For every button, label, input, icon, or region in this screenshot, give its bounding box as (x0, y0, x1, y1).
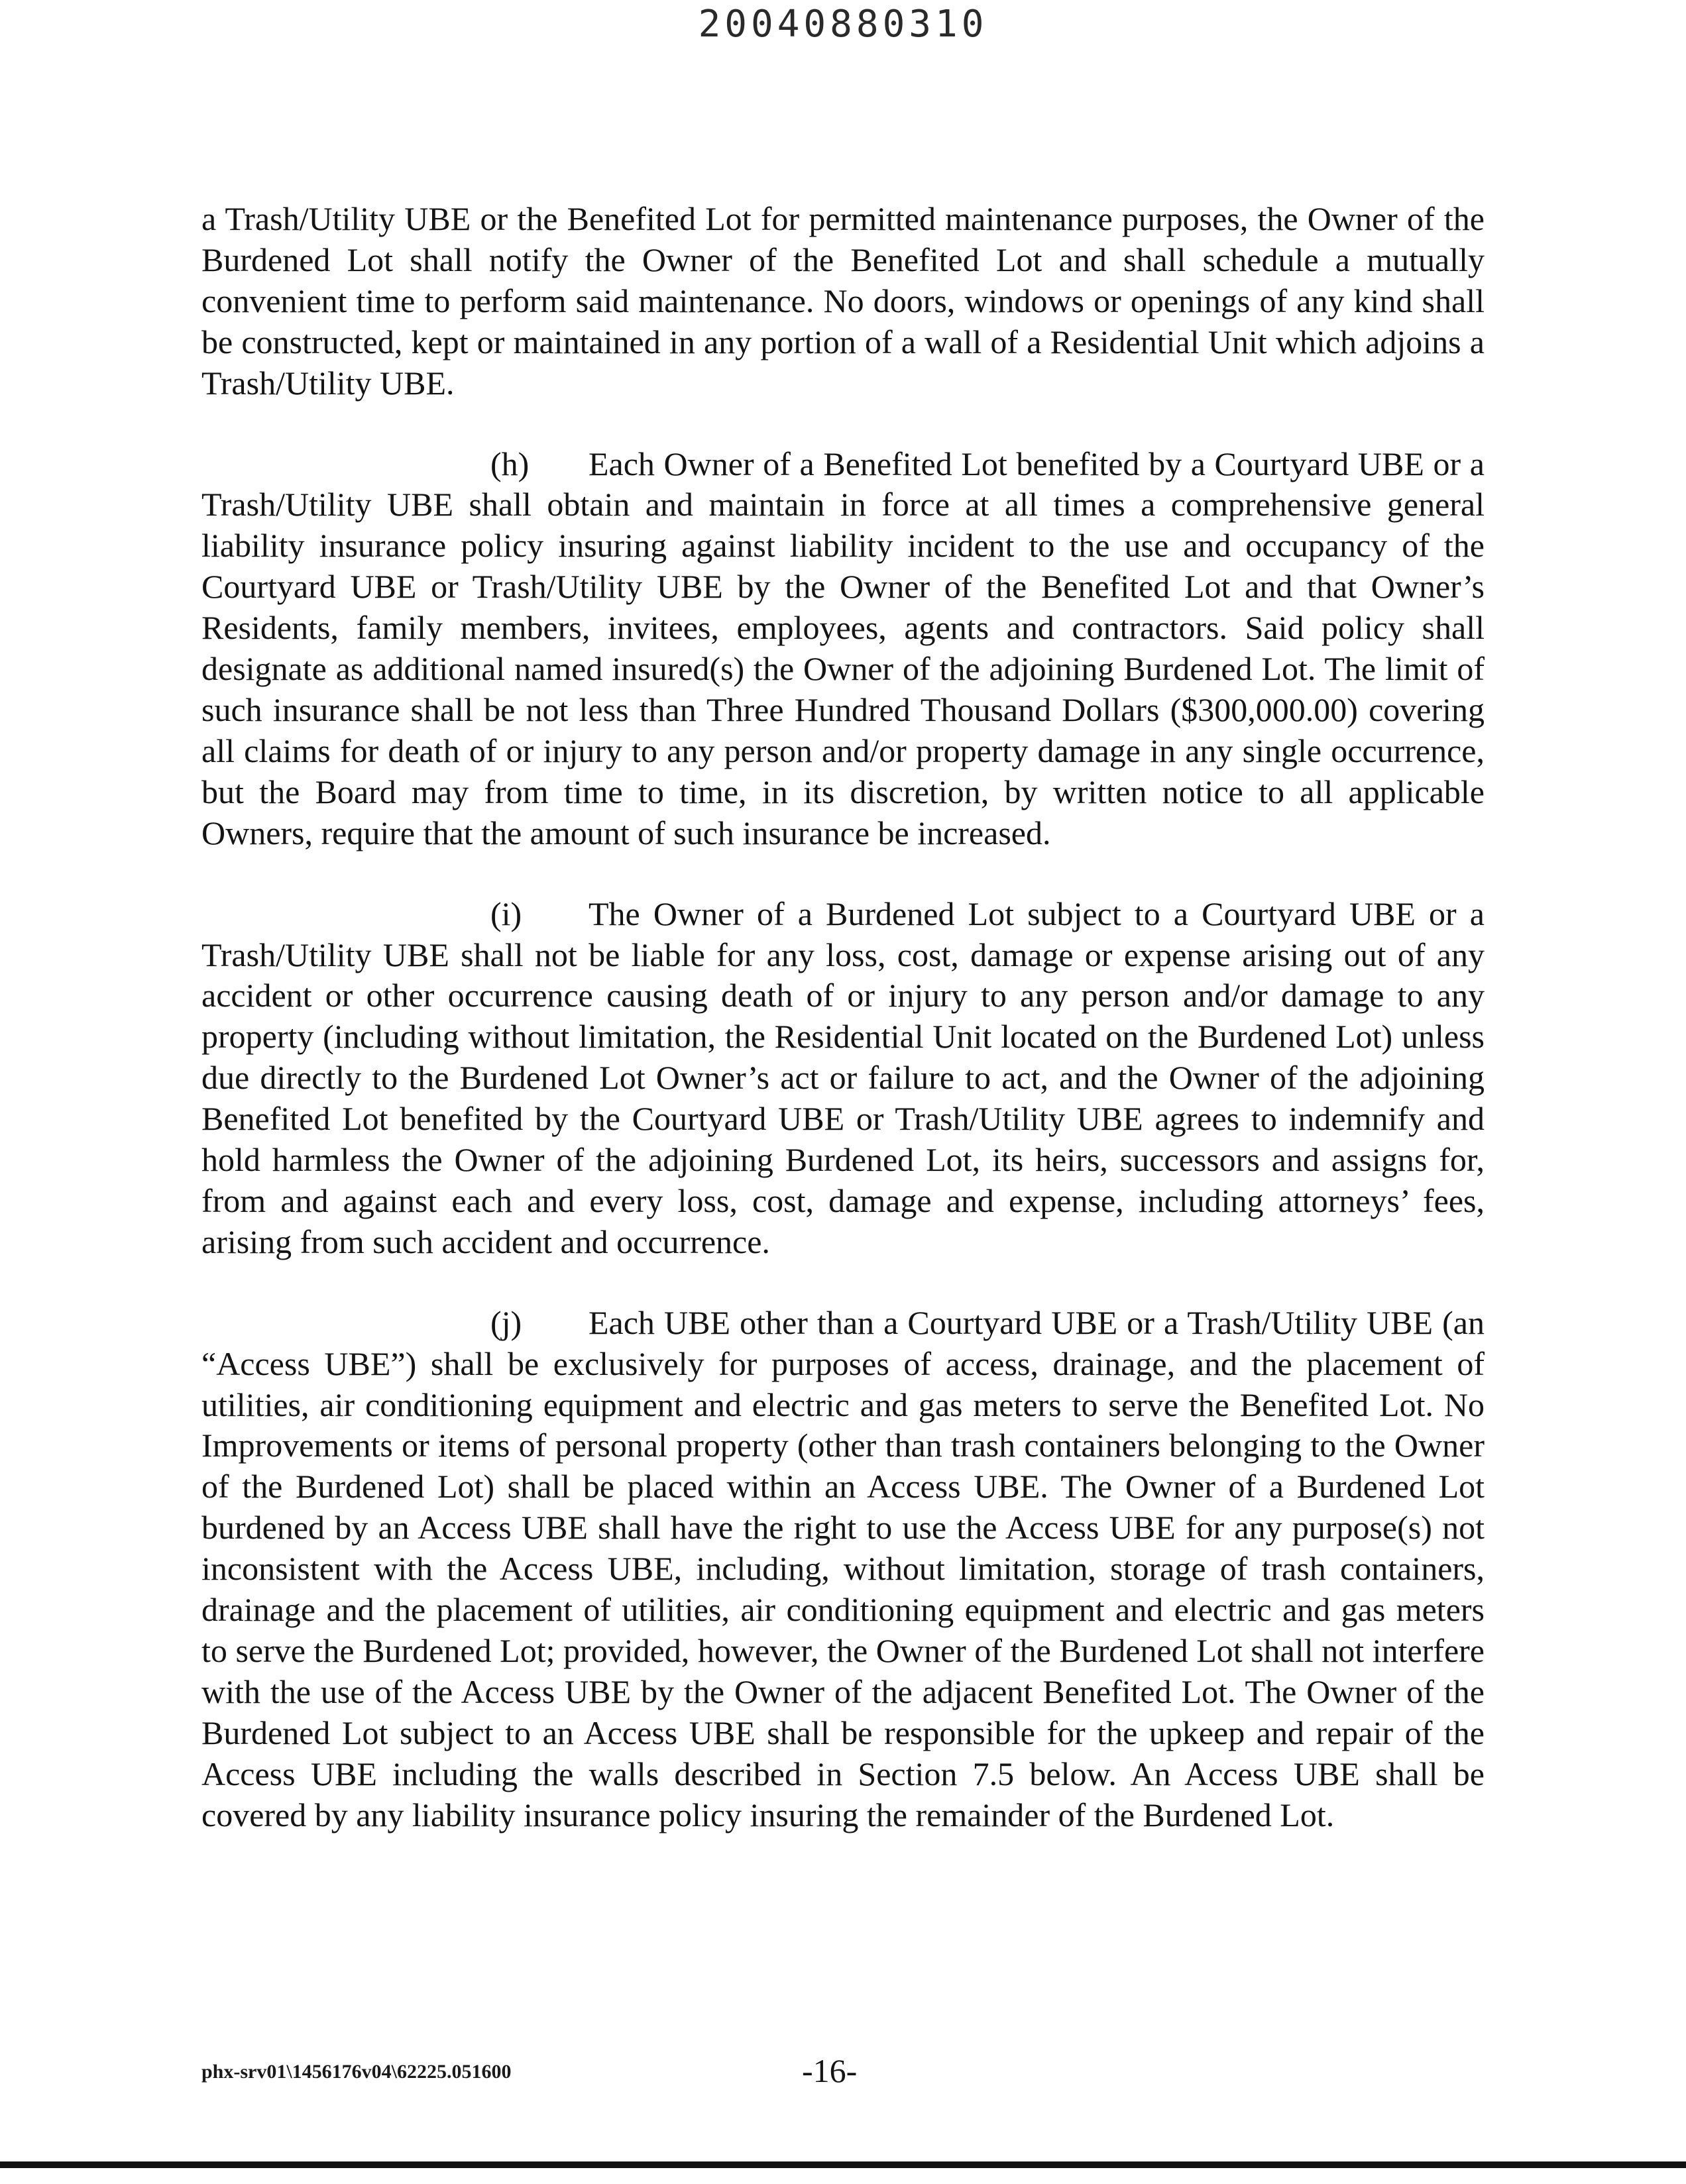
document-body (201, 199, 1485, 1836)
paragraph-text: a Trash/Utility UBE or the Benefited Lot for permitted maintenance purposes, the Owner of the Burdened Lot shall notify the Owner of the Benefited Lot and shall schedule a mutually convenient time to perform said maintenance. No doors, windows or openings of any kind shall be constructed, kept or maintained in any portion of a wall of a Residential Unit which adjoins a Trash/Utility UBE. (201, 200, 1485, 402)
bottom-border-rule (0, 2161, 1686, 2168)
paragraph-continuation (201, 199, 1485, 404)
paragraph-text: Each Owner of a Benefited Lot benefited by a Courtyard UBE or a Trash/Utility UBE shall obtain and maintain in force at all times a comprehensive general liability insurance policy insuring against liability incident to the use and occupancy of the Courtyard UBE or Trash/Utility UBE by the Owner of the Benefited Lot and that Owner’s Residents, family members, invitees, employees, agents and contractors. Said policy shall designate as additional named insured(s) the Owner of the adjoining Burdened Lot. The limit of such insurance shall be not less than Three Hundred Thousand Dollars ($300,000.00) covering all claims for death of or injury to any person and/or property damage in any single occurrence, but the Board may from time to time, in its discretion, by written notice to all applicable Owners, require that the amount of such insurance be increased. (201, 445, 1485, 851)
paragraph-text: The Owner of a Burdened Lot subject to a Courtyard UBE or a Trash/Utility UBE shall not be liable for any loss, cost, damage or expense arising out of any accident or other occurrence causing death of or injury to any person and/or damage to any property (including without limitation, the Residential Unit located on the Burdened Lot) unless due directly to the Burdened Lot Owner’s act or failure to act, and the Owner of the adjoining Benefited Lot benefited by the Courtyard UBE or Trash/Utility UBE agrees to indemnify and hold harmless the Owner of the adjoining Burdened Lot, its heirs, successors and assigns for, from and against each and every loss, cost, damage and expense, including attorneys’ fees, arising from such accident and occurrence. (201, 895, 1485, 1260)
page-number: -16- (802, 2052, 858, 2089)
paragraph-label: (h) (490, 445, 530, 482)
paragraph-j (201, 1303, 1485, 1836)
paragraph-i (201, 894, 1485, 1263)
paragraph-label: (j) (490, 1303, 522, 1341)
document-number: 20040880310 (698, 3, 988, 46)
paragraph-h (201, 444, 1485, 854)
paragraph-text: Each UBE other than a Courtyard UBE or a Trash/Utility UBE (an “Access UBE”) shall be exclusively for purposes of access, drainage, and the placement of utilities, air conditioning equipment and electric and gas meters to serve the Benefited Lot. No Improvements or items of personal property (other than trash containers belonging to the Owner of the Burdened Lot) shall be placed within an Access UBE. The Owner of a Burdened Lot burdened by an Access UBE shall have the right to use the Access UBE for any purpose(s) not inconsistent with the Access UBE, including, without limitation, storage of trash containers, drainage and the placement of utilities, air conditioning equipment and electric and gas meters to serve the Burdened Lot; provided, however, the Owner of the Burdened Lot shall not interfere with the use of the Access UBE by the Owner of the adjacent Benefited Lot. The Owner of the Burdened Lot subject to an Access UBE shall be responsible for the upkeep and repair of the Access UBE including the walls described in Section 7.5 below. An Access UBE shall be covered by any liability insurance policy insuring the remainder of the Burdened Lot. (201, 1303, 1485, 1833)
paragraph-label: (i) (490, 895, 522, 932)
footer-file-path: phx-srv01\1456176v04\62225.051600 (201, 2061, 512, 2083)
